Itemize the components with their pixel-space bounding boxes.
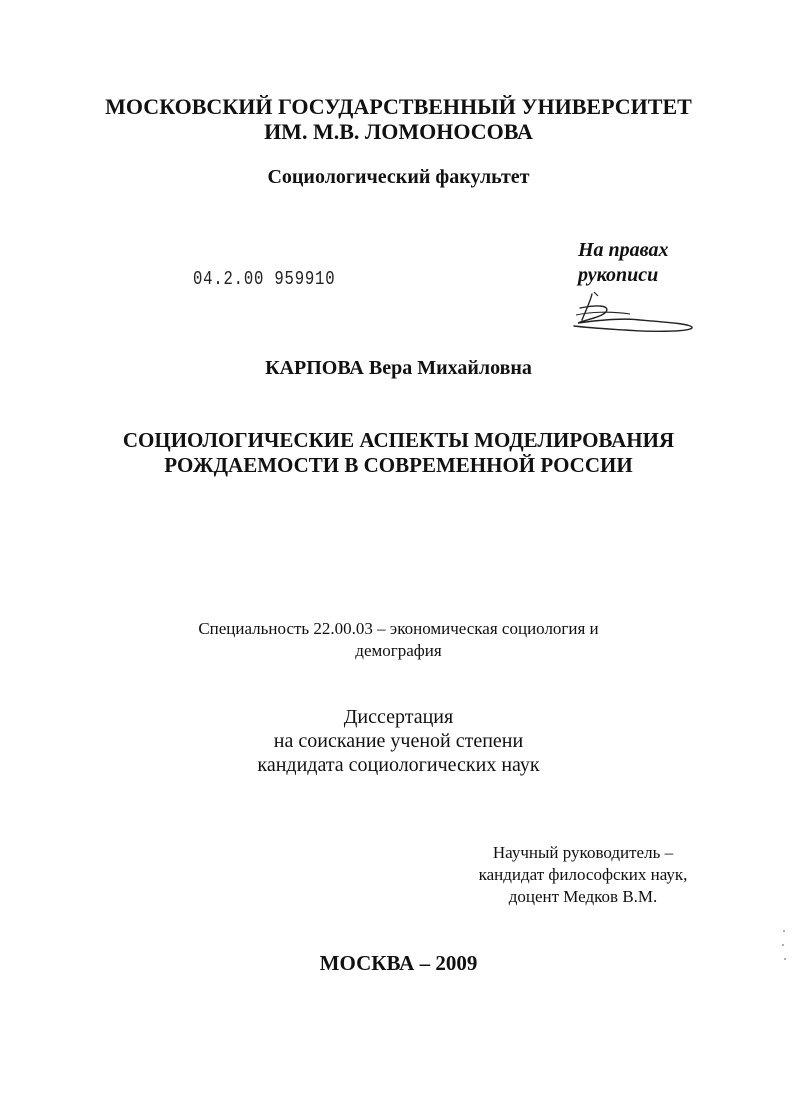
author-name: КАРПОВА Вера Михайловна bbox=[265, 357, 532, 379]
supervisor-line3: доцент Медков В.М. bbox=[508, 887, 658, 906]
dissertation-line1: Диссертация bbox=[343, 706, 454, 728]
specialty-block bbox=[0, 618, 797, 662]
university-name-line2: ИМ. М.В. ЛОМОНОСОВА bbox=[264, 119, 533, 144]
faculty-name: Социологический факультет bbox=[267, 166, 530, 188]
dissertation-title-line2: РОЖДАЕМОСТИ В СОВРЕМЕННОЙ РОССИИ bbox=[164, 453, 633, 477]
supervisor-line1: Научный руководитель – bbox=[492, 843, 674, 862]
specialty-line2: демография bbox=[355, 641, 442, 660]
scan-specks bbox=[778, 928, 790, 964]
dissertation-title-line1: СОЦИОЛОГИЧЕСКИЕ АСПЕКТЫ МОДЕЛИРОВАНИЯ bbox=[122, 428, 675, 452]
specialty-line1: Специальность 22.00.03 – экономическая социология и bbox=[198, 619, 599, 638]
rights-line2: рукописи bbox=[578, 264, 659, 286]
dissertation-degree-block bbox=[0, 705, 797, 777]
library-stamp-number: 04.2.00 959910 bbox=[193, 268, 336, 290]
university-name-line1: МОСКОВСКИЙ ГОСУДАРСТВЕННЫЙ УНИВЕРСИТЕТ bbox=[105, 94, 692, 119]
rights-line1: На правах bbox=[578, 239, 669, 261]
supervisor-block bbox=[458, 842, 708, 908]
supervisor-line2: кандидат философских наук, bbox=[478, 865, 688, 884]
signature-icon bbox=[570, 290, 700, 335]
manuscript-rights-note bbox=[578, 238, 668, 288]
dissertation-line2: на соискание ученой степени bbox=[273, 730, 524, 752]
city-year: МОСКВА – 2009 bbox=[319, 951, 478, 975]
dissertation-line3: кандидата социологических наук bbox=[257, 754, 540, 776]
